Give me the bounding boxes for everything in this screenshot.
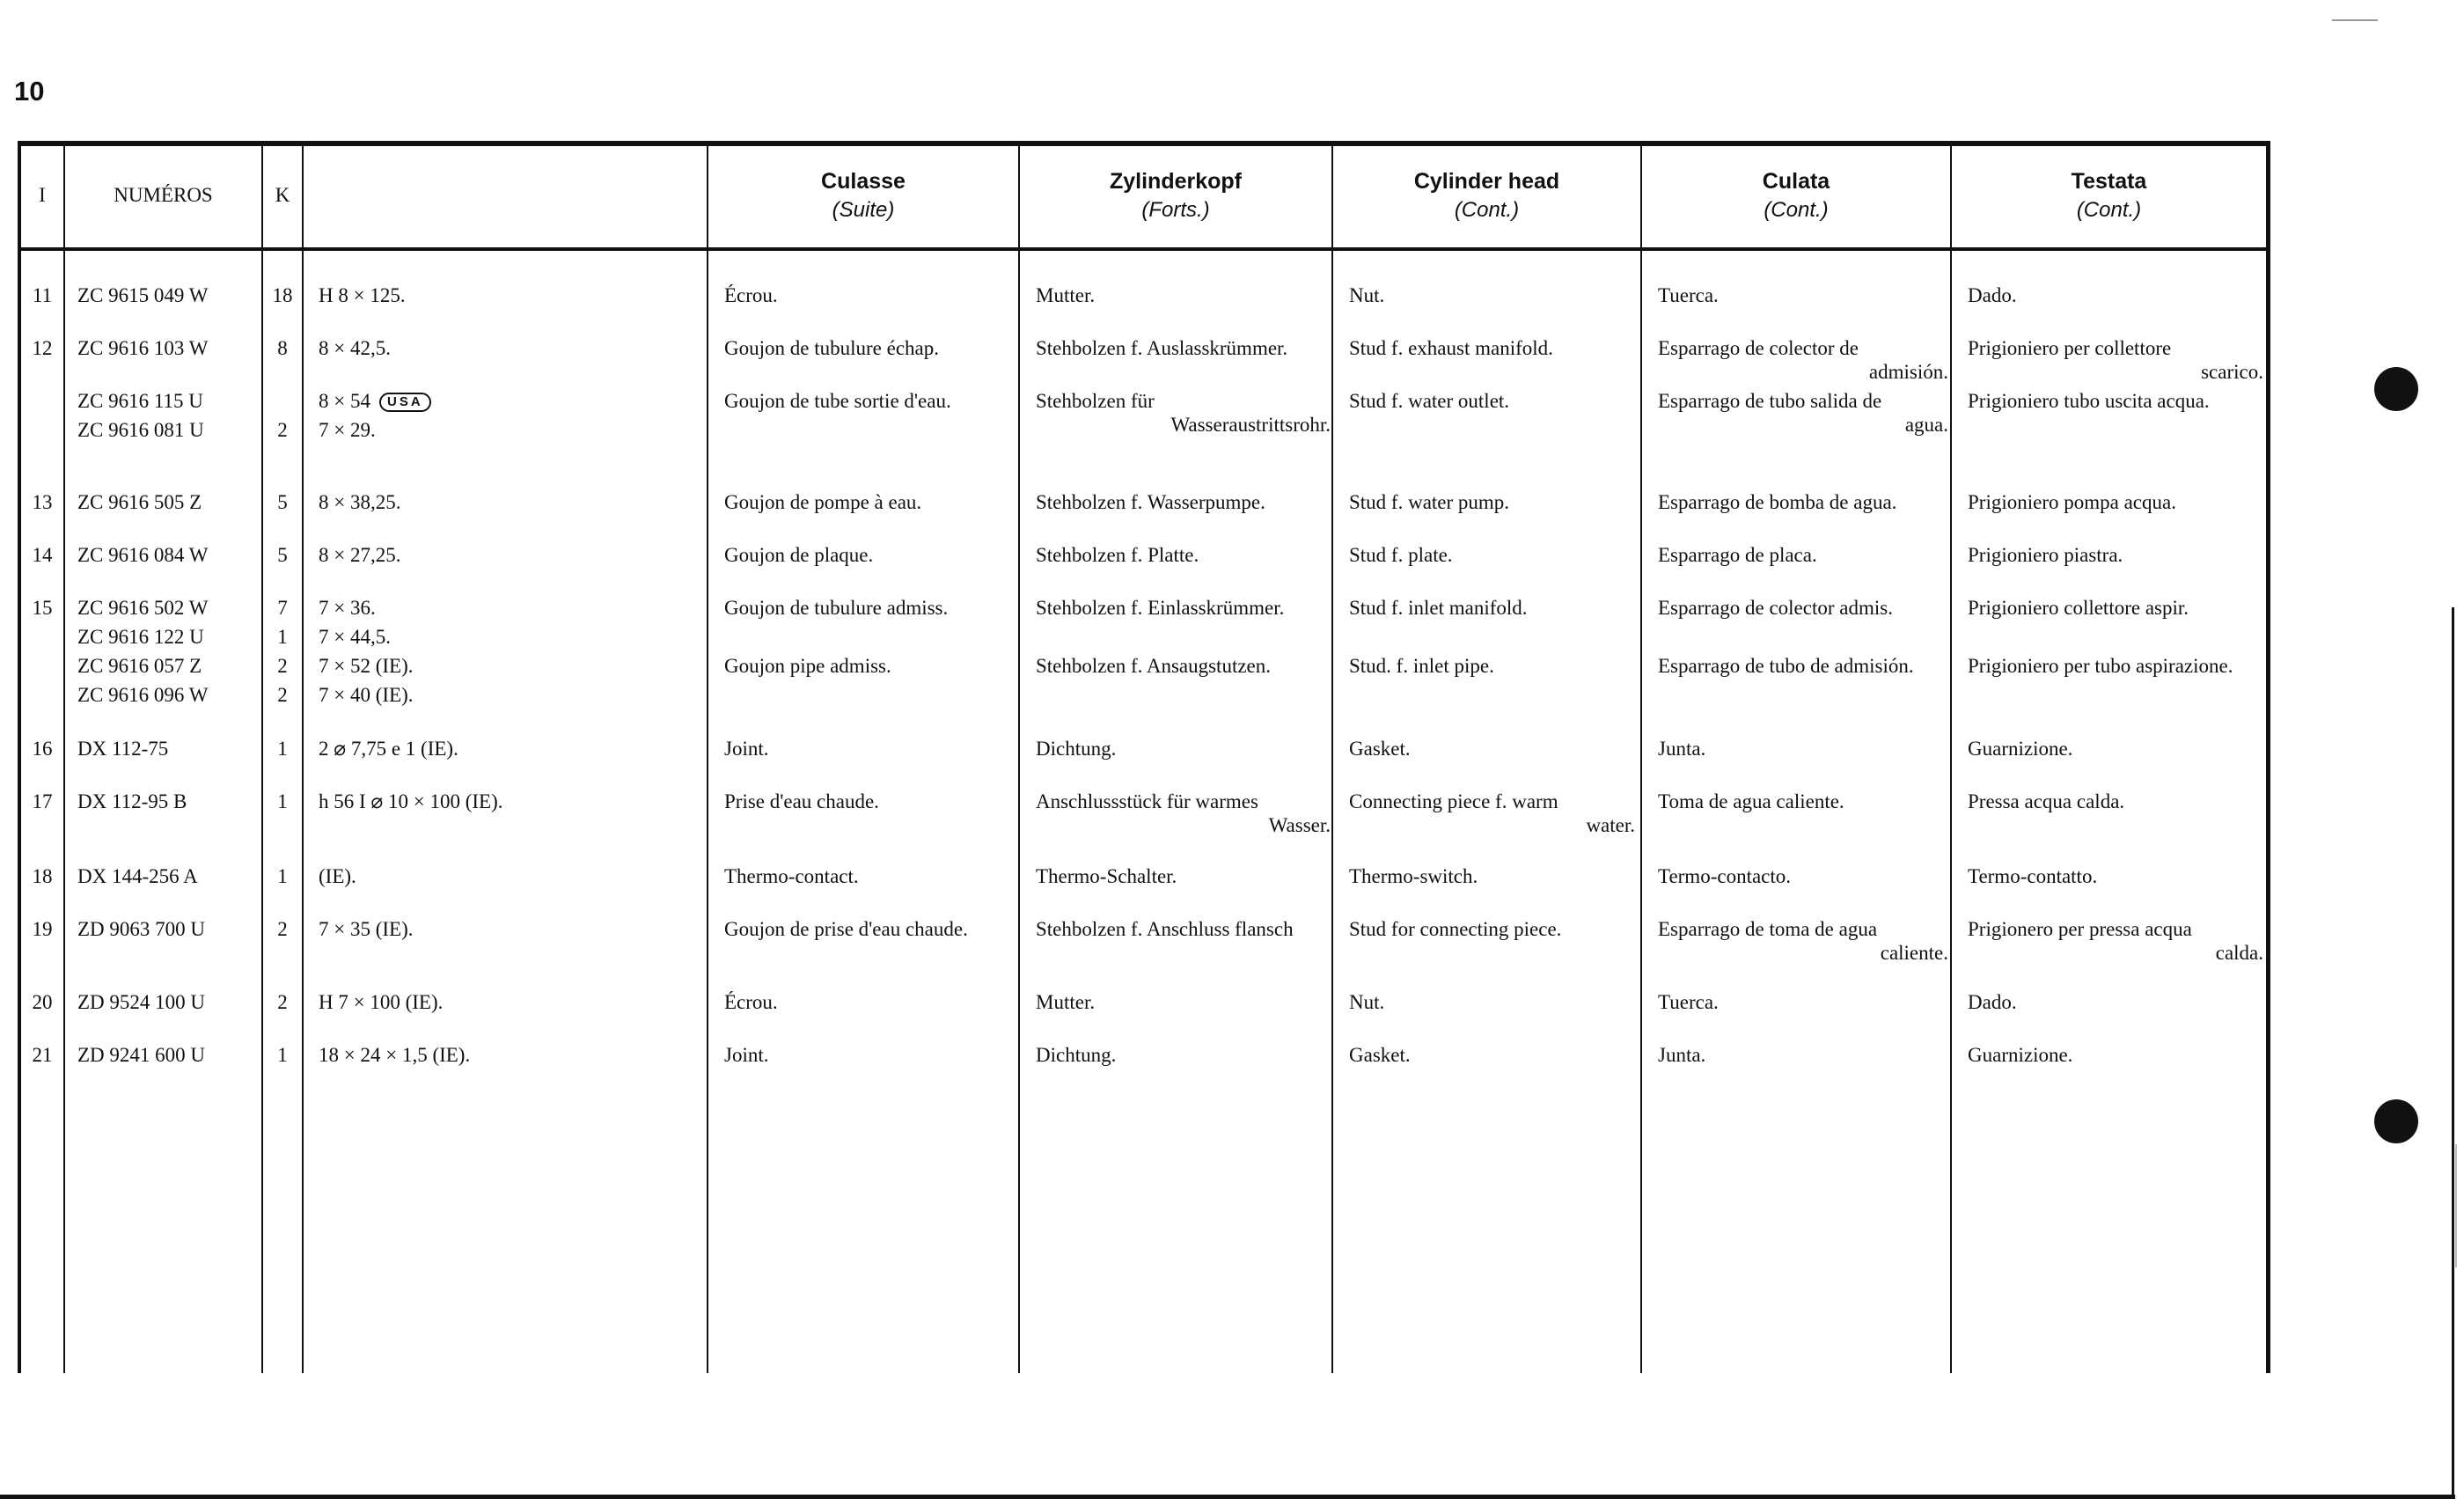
description-en xyxy=(1349,1041,1411,1069)
quantity: 5 xyxy=(277,491,288,513)
header-title: Zylinderkopf xyxy=(1109,168,1242,194)
header-italian xyxy=(1952,146,2266,245)
description-text: Thermo-Schalter. xyxy=(1036,865,1177,887)
description-fr xyxy=(724,282,778,309)
specification: 8 × 27,25. xyxy=(319,544,401,566)
description-text: Prigioniero piastra. xyxy=(1968,544,2123,566)
part-number: ZD 9063 700 U xyxy=(77,918,206,940)
quantity: 1 xyxy=(277,626,288,648)
description-de xyxy=(1036,915,1294,943)
column-divider xyxy=(63,146,65,1373)
description-en xyxy=(1349,489,1509,516)
description-text: Prigioniero tubo uscita acqua. xyxy=(1968,390,2210,412)
quantity: 1 xyxy=(277,865,288,887)
description-en xyxy=(1349,387,1509,415)
description-es xyxy=(1658,336,1948,384)
header-subtitle: (Cont.) xyxy=(1454,197,1520,222)
specification: 8 × 54 USA xyxy=(319,387,431,415)
description-text: Guarnizione. xyxy=(1968,1044,2073,1066)
description-de xyxy=(1036,863,1177,890)
description-en xyxy=(1349,594,1528,621)
description-text: Mutter. xyxy=(1036,991,1096,1013)
specification: 7 × 40 (IE). xyxy=(319,684,414,706)
description-text: Toma de agua caliente. xyxy=(1658,790,1844,812)
description-text: Dichtung. xyxy=(1036,1044,1117,1066)
column-divider xyxy=(1950,146,1952,1373)
description-text: Gasket. xyxy=(1349,738,1411,760)
header-subtitle: (Cont.) xyxy=(2076,197,2142,222)
specification: 7 × 36. xyxy=(319,597,376,619)
description-de xyxy=(1036,389,1331,437)
quantity: 1 xyxy=(277,790,288,812)
description-text: Stud f. plate. xyxy=(1349,544,1453,566)
description-text: Anschlussstück für warmes xyxy=(1036,790,1258,812)
binder-hole xyxy=(2374,367,2418,411)
row-index: 14 xyxy=(32,544,53,566)
description-text: Prigioniero per tubo aspirazione. xyxy=(1968,655,2233,677)
description-text: Goujon de tubulure admiss. xyxy=(724,597,949,619)
description-text: Joint. xyxy=(724,1044,769,1066)
description-es xyxy=(1658,988,1719,1016)
description-text: Stud f. water pump. xyxy=(1349,491,1510,513)
specification: 2 ⌀ 7,75 e 1 (IE). xyxy=(319,738,458,760)
header-title: Testata xyxy=(2071,168,2147,194)
description-fr xyxy=(724,863,859,890)
description-text: Goujon pipe admiss. xyxy=(724,655,891,677)
description-continuation: Wasser. xyxy=(1268,814,1331,836)
header-subtitle: (Forts.) xyxy=(1141,197,1210,222)
description-text: Thermo-contact. xyxy=(724,865,859,887)
description-de xyxy=(1036,988,1095,1016)
description-text: Dado. xyxy=(1968,991,2017,1013)
quantity: 1 xyxy=(277,1044,288,1066)
description-en xyxy=(1349,915,1561,943)
header-subtitle: (Suite) xyxy=(832,197,895,222)
description-de xyxy=(1036,594,1284,621)
header-french xyxy=(708,146,1018,245)
part-number: ZC 9616 084 W xyxy=(77,544,209,566)
description-fr xyxy=(724,788,879,815)
part-number: ZC 9616 057 Z xyxy=(77,655,202,677)
description-de xyxy=(1036,334,1287,362)
part-number: DX 112-95 B xyxy=(77,790,187,812)
description-fr xyxy=(724,735,768,762)
description-it xyxy=(1968,988,2017,1016)
description-text: Stud f. water outlet. xyxy=(1349,390,1510,412)
description-es xyxy=(1658,489,1896,516)
description-text: Pressa acqua calda. xyxy=(1968,790,2125,812)
specification: 7 × 44,5. xyxy=(319,626,391,648)
part-number: ZC 9616 115 U xyxy=(77,390,203,412)
header-english xyxy=(1333,146,1640,245)
description-de xyxy=(1036,541,1199,569)
quantity: 2 xyxy=(277,684,288,706)
quantity: 1 xyxy=(277,738,288,760)
column-divider xyxy=(1018,146,1020,1373)
description-it xyxy=(1968,1041,2072,1069)
description-es xyxy=(1658,735,1705,762)
description-es xyxy=(1658,652,1914,680)
description-en xyxy=(1349,652,1494,680)
row-index: 16 xyxy=(32,738,53,760)
row-index: 13 xyxy=(32,491,53,513)
part-number: ZC 9616 096 W xyxy=(77,684,209,706)
description-continuation: calda. xyxy=(2215,942,2263,964)
description-text: Termo-contatto. xyxy=(1968,865,2098,887)
description-es xyxy=(1658,863,1791,890)
header-title: Culasse xyxy=(821,168,906,194)
quantity: 2 xyxy=(277,991,288,1013)
description-text: Stehbolzen f. Platte. xyxy=(1036,544,1199,566)
quantity: 18 xyxy=(272,284,293,306)
description-fr xyxy=(724,594,948,621)
description-es xyxy=(1658,541,1817,569)
description-de xyxy=(1036,489,1265,516)
description-es xyxy=(1658,917,1948,965)
description-text: Stud for connecting piece. xyxy=(1349,918,1562,940)
description-continuation: water. xyxy=(1586,814,1635,836)
description-text: Écrou. xyxy=(724,991,778,1013)
specification: 8 × 42,5. xyxy=(319,337,391,359)
header-subtitle: (Cont.) xyxy=(1764,197,1829,222)
row-index: 21 xyxy=(32,1044,53,1066)
part-number: ZC 9616 122 U xyxy=(77,626,204,648)
description-de xyxy=(1036,790,1331,837)
description-es xyxy=(1658,1041,1705,1069)
column-divider xyxy=(707,146,708,1373)
part-number: ZC 9616 505 Z xyxy=(77,491,202,513)
column-divider xyxy=(1640,146,1642,1373)
description-text: Stehbolzen f. Einlasskrümmer. xyxy=(1036,597,1285,619)
description-en xyxy=(1349,735,1411,762)
column-divider xyxy=(1331,146,1333,1373)
description-it xyxy=(1968,489,2176,516)
part-number: DX 144-256 A xyxy=(77,865,198,887)
description-es xyxy=(1658,389,1948,437)
description-es xyxy=(1658,788,1844,815)
quantity: 2 xyxy=(277,918,288,940)
description-text: Goujon de tube sortie d'eau. xyxy=(724,390,951,412)
part-number: ZC 9616 502 W xyxy=(77,597,209,619)
description-en xyxy=(1349,790,1635,837)
description-fr xyxy=(724,1041,768,1069)
description-text: Esparrago de placa. xyxy=(1658,544,1817,566)
description-text: Gasket. xyxy=(1349,1044,1411,1066)
description-fr xyxy=(724,387,951,415)
description-text: Prigionero per pressa acqua xyxy=(1968,918,2192,940)
header-index: I xyxy=(39,184,46,206)
description-it xyxy=(1968,336,2263,384)
description-continuation: agua. xyxy=(1904,414,1948,436)
part-number: DX 112-75 xyxy=(77,738,169,760)
specification: h 56 I ⌀ 10 × 100 (IE). xyxy=(319,790,503,812)
description-text: Stehbolzen f. Anschluss flansch xyxy=(1036,918,1294,940)
description-de xyxy=(1036,652,1271,680)
description-text: Goujon de plaque. xyxy=(724,544,874,566)
description-it xyxy=(1968,735,2072,762)
specification: H 8 × 125. xyxy=(319,284,406,306)
description-text: Mutter. xyxy=(1036,284,1096,306)
description-text: Joint. xyxy=(724,738,769,760)
description-text: Écrou. xyxy=(724,284,778,306)
description-text: Stehbolzen f. Auslasskrümmer. xyxy=(1036,337,1288,359)
row-index: 18 xyxy=(32,865,53,887)
description-it xyxy=(1968,594,2189,621)
description-en xyxy=(1349,863,1478,890)
description-continuation: Wasseraustrittsrohr. xyxy=(1170,414,1331,436)
description-text: Goujon de prise d'eau chaude. xyxy=(724,918,968,940)
description-es xyxy=(1658,282,1719,309)
description-text: Goujon de pompe à eau. xyxy=(724,491,922,513)
binder-hole xyxy=(2374,1099,2418,1143)
bottom-rule xyxy=(0,1495,2455,1499)
quantity: 2 xyxy=(277,419,288,441)
description-it xyxy=(1968,541,2123,569)
quantity: 7 xyxy=(277,597,288,619)
row-index: 11 xyxy=(32,284,53,306)
description-text: Thermo-switch. xyxy=(1349,865,1478,887)
page-edge-line xyxy=(2452,607,2454,1498)
description-text: Esparrago de colector admis. xyxy=(1658,597,1893,619)
description-text: Stud f. exhaust manifold. xyxy=(1349,337,1553,359)
description-text: Esparrago de toma de agua xyxy=(1658,918,1878,940)
header-spanish xyxy=(1642,146,1950,245)
description-en xyxy=(1349,988,1384,1016)
part-number: ZD 9241 600 U xyxy=(77,1044,206,1066)
description-fr xyxy=(724,541,873,569)
description-text: Stehbolzen für xyxy=(1036,390,1155,412)
row-index: 19 xyxy=(32,918,53,940)
column-divider xyxy=(302,146,304,1373)
description-text: Esparrago de colector de xyxy=(1658,337,1859,359)
description-fr xyxy=(724,915,968,943)
quantity: 5 xyxy=(277,544,288,566)
description-text: Prise d'eau chaude. xyxy=(724,790,879,812)
margin-tick xyxy=(2455,1144,2457,1268)
row-index: 12 xyxy=(32,337,53,359)
description-en xyxy=(1349,334,1553,362)
description-text: Dado. xyxy=(1968,284,2017,306)
description-it xyxy=(1968,788,2124,815)
part-number: ZC 9616 103 W xyxy=(77,337,209,359)
row-index: 15 xyxy=(32,597,53,619)
description-en xyxy=(1349,282,1384,309)
quantity: 8 xyxy=(277,337,288,359)
top-margin-mark xyxy=(2332,19,2378,21)
description-de xyxy=(1036,735,1116,762)
page-number: 10 xyxy=(14,76,45,107)
row-index: 20 xyxy=(32,991,53,1013)
description-text: Termo-contacto. xyxy=(1658,865,1792,887)
description-it xyxy=(1968,387,2210,415)
description-text: Stud. f. inlet pipe. xyxy=(1349,655,1494,677)
description-fr xyxy=(724,334,939,362)
description-text: Stehbolzen f. Ansaugstutzen. xyxy=(1036,655,1272,677)
description-text: Nut. xyxy=(1349,991,1385,1013)
description-continuation: scarico. xyxy=(2201,361,2263,383)
description-fr xyxy=(724,489,921,516)
header-title: Cylinder head xyxy=(1413,168,1560,194)
description-text: Esparrago de bomba de agua. xyxy=(1658,491,1897,513)
quantity: 2 xyxy=(277,655,288,677)
description-text: Guarnizione. xyxy=(1968,738,2073,760)
description-text: Prigioniero per collettore xyxy=(1968,337,2172,359)
specification: 18 × 24 × 1,5 (IE). xyxy=(319,1044,471,1066)
description-text: Junta. xyxy=(1658,738,1706,760)
row-index: 17 xyxy=(32,790,53,812)
specification: (IE). xyxy=(319,865,356,887)
description-text: Tuerca. xyxy=(1658,991,1719,1013)
usa-badge: USA xyxy=(379,393,431,412)
specification: 7 × 52 (IE). xyxy=(319,655,414,677)
specification: 7 × 35 (IE). xyxy=(319,918,414,940)
header-k: K xyxy=(275,184,290,206)
header-rule xyxy=(21,247,2266,251)
description-text: Prigioniero collettore aspir. xyxy=(1968,597,2189,619)
description-text: Stehbolzen f. Wasserpumpe. xyxy=(1036,491,1265,513)
part-number: ZC 9616 081 U xyxy=(77,419,204,441)
description-text: Junta. xyxy=(1658,1044,1706,1066)
description-continuation: admisión. xyxy=(1868,361,1948,383)
specification: 7 × 29. xyxy=(319,419,376,441)
description-it xyxy=(1968,282,2017,309)
description-text: Dichtung. xyxy=(1036,738,1117,760)
description-text: Esparrago de tubo de admisión. xyxy=(1658,655,1914,677)
description-it xyxy=(1968,917,2263,965)
description-text: Stud f. inlet manifold. xyxy=(1349,597,1528,619)
description-text: Tuerca. xyxy=(1658,284,1719,306)
description-text: Prigioniero pompa acqua. xyxy=(1968,491,2176,513)
description-en xyxy=(1349,541,1453,569)
description-it xyxy=(1968,863,2097,890)
header-german xyxy=(1020,146,1331,245)
description-continuation: caliente. xyxy=(1880,942,1948,964)
description-es xyxy=(1658,594,1893,621)
part-number: ZC 9615 049 W xyxy=(77,284,209,306)
description-text: Nut. xyxy=(1349,284,1385,306)
description-text: Connecting piece f. warm xyxy=(1349,790,1558,812)
header-numbers: NUMÉROS xyxy=(114,184,213,206)
header-title: Culata xyxy=(1762,168,1830,194)
specification: 8 × 38,25. xyxy=(319,491,401,513)
description-fr xyxy=(724,652,891,680)
specification: H 7 × 100 (IE). xyxy=(319,991,444,1013)
description-fr xyxy=(724,988,778,1016)
description-it xyxy=(1968,652,2233,680)
description-text: Esparrago de tubo salida de xyxy=(1658,390,1882,412)
part-number: ZD 9524 100 U xyxy=(77,991,206,1013)
description-de xyxy=(1036,1041,1116,1069)
description-de xyxy=(1036,282,1095,309)
description-text: Goujon de tubulure échap. xyxy=(724,337,939,359)
